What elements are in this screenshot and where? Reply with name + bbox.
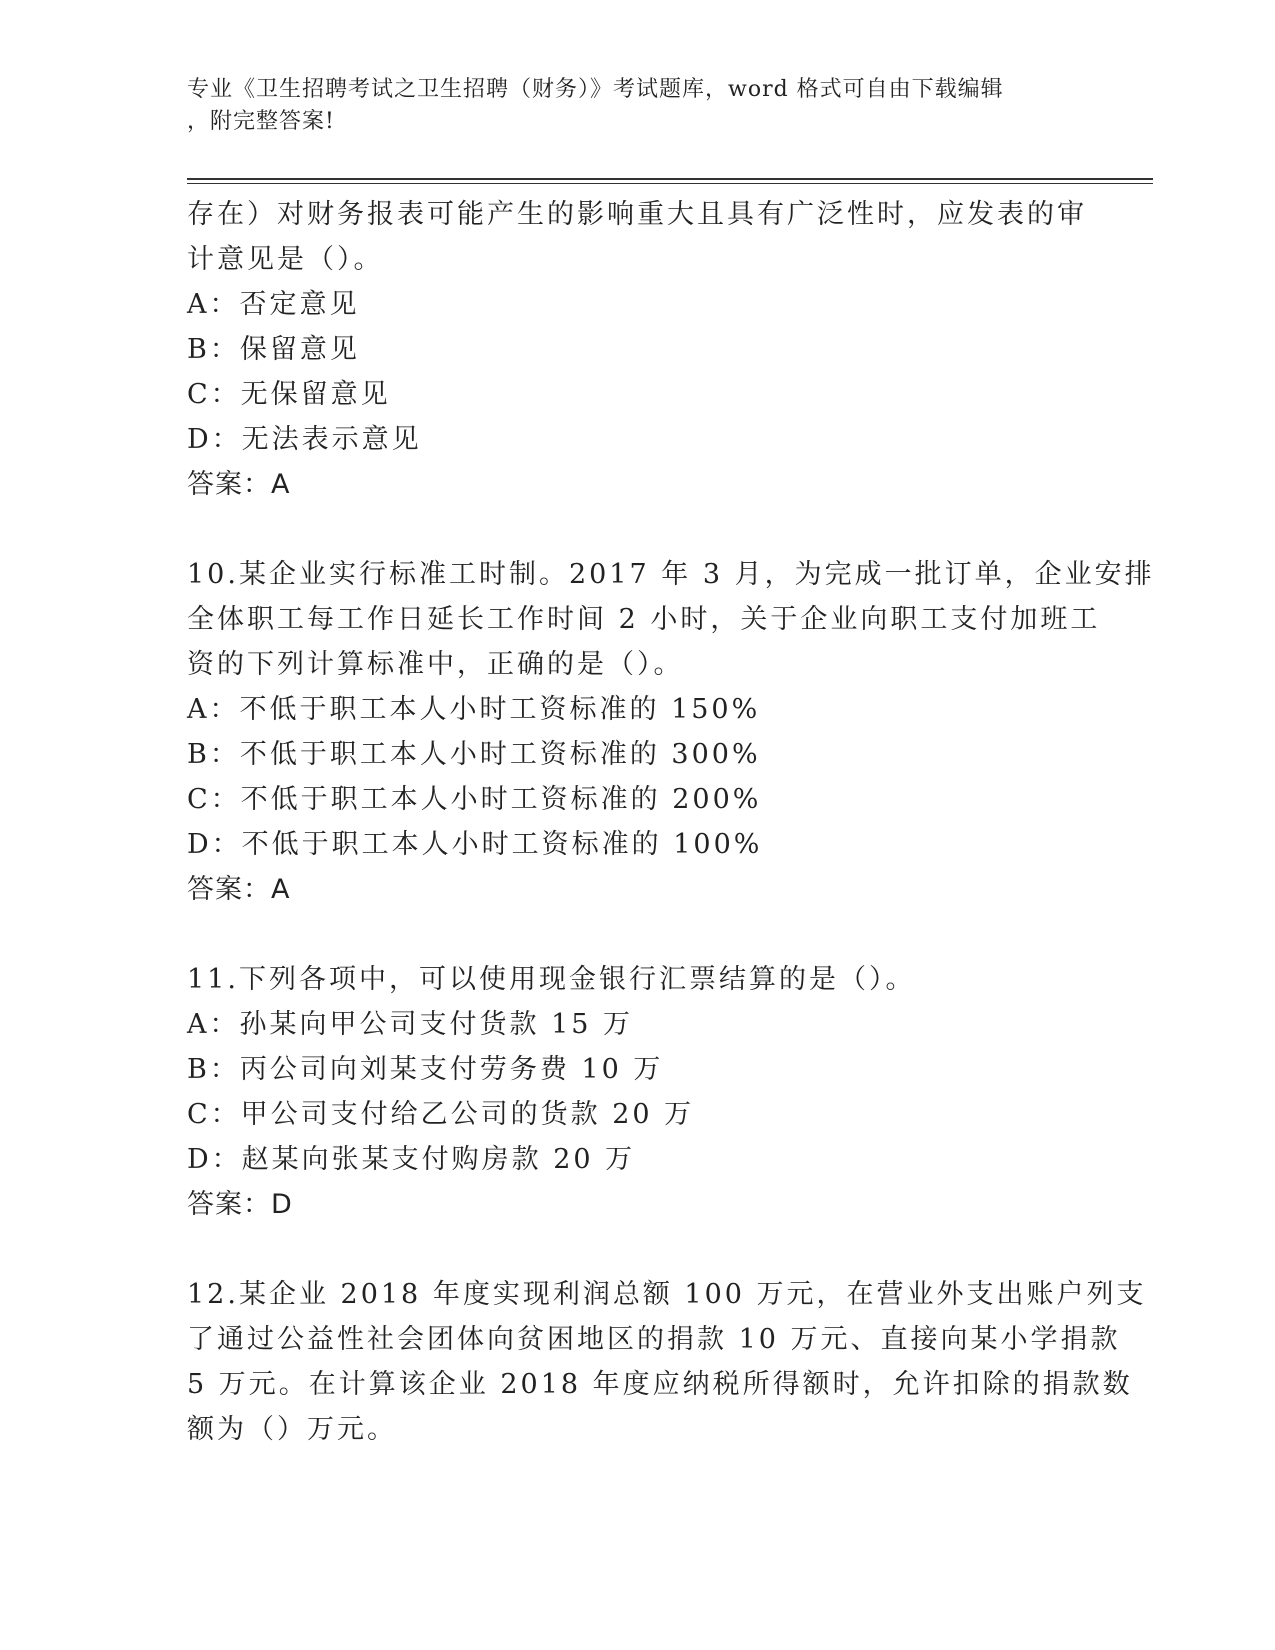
question-stem: 5 万元。在计算该企业 2018 年度应纳税所得额时，允许扣除的捐款数 (187, 1369, 1133, 1400)
question-stem: 12.某企业 2018 年度实现利润总额 100 万元，在营业外支出账户列支 (187, 1279, 1147, 1310)
answer: 答案：A (187, 874, 291, 905)
spacer (187, 1227, 1107, 1272)
option-a: A：否定意见 (187, 289, 360, 320)
option-b: B：丙公司向刘某支付劳务费 10 万 (187, 1054, 664, 1085)
spacer (187, 507, 1107, 552)
option-d: D：无法表示意见 (187, 424, 422, 455)
document-header (187, 74, 1067, 138)
question-stem: 了通过公益性社会团体向贫困地区的捐款 10 万元、直接向某小学捐款 (187, 1324, 1121, 1355)
question-11 (187, 957, 1107, 1227)
option-c: C：不低于职工本人小时工资标准的 200% (187, 784, 762, 815)
option-a: A：不低于职工本人小时工资标准的 150% (187, 694, 761, 725)
question-stem: 11.下列各项中，可以使用现金银行汇票结算的是（）。 (187, 964, 916, 995)
spacer (187, 912, 1107, 957)
question-12 (187, 1272, 1147, 1452)
question-10 (187, 552, 1155, 912)
option-d: D：不低于职工本人小时工资标准的 100% (187, 829, 763, 860)
header-line-2: ，附完整答案! (187, 109, 335, 134)
question-stem: 存在）对财务报表可能产生的影响重大且具有广泛性时，应发表的审 (187, 199, 1087, 230)
question-stem: 额为（）万元。 (187, 1414, 397, 1445)
option-b: B：不低于职工本人小时工资标准的 300% (187, 739, 761, 770)
question-stem: 10.某企业实行标准工时制。2017 年 3 月，为完成一批订单，企业安排 (187, 559, 1155, 590)
question-stem: 全体职工每工作日延长工作时间 2 小时，关于企业向职工支付加班工 (187, 604, 1101, 635)
answer: 答案：A (187, 469, 291, 500)
option-d: D：赵某向张某支付购房款 20 万 (187, 1144, 636, 1175)
header-rule-thin (187, 183, 1153, 184)
answer: 答案：D (187, 1189, 293, 1220)
question-list (187, 192, 1155, 1452)
header-rule (187, 178, 1153, 180)
option-c: C：甲公司支付给乙公司的货款 20 万 (187, 1099, 695, 1130)
question-9 (187, 192, 1107, 507)
header-line-1: 专业《卫生招聘考试之卫生招聘（财务）》考试题库，word 格式可自由下载编辑 (187, 77, 1004, 102)
option-b: B：保留意见 (187, 334, 360, 365)
question-stem: 计意见是（）。 (187, 244, 384, 275)
option-c: C：无保留意见 (187, 379, 391, 410)
option-a: A：孙某向甲公司支付货款 15 万 (187, 1009, 634, 1040)
question-stem: 资的下列计算标准中，正确的是（）。 (187, 649, 684, 680)
